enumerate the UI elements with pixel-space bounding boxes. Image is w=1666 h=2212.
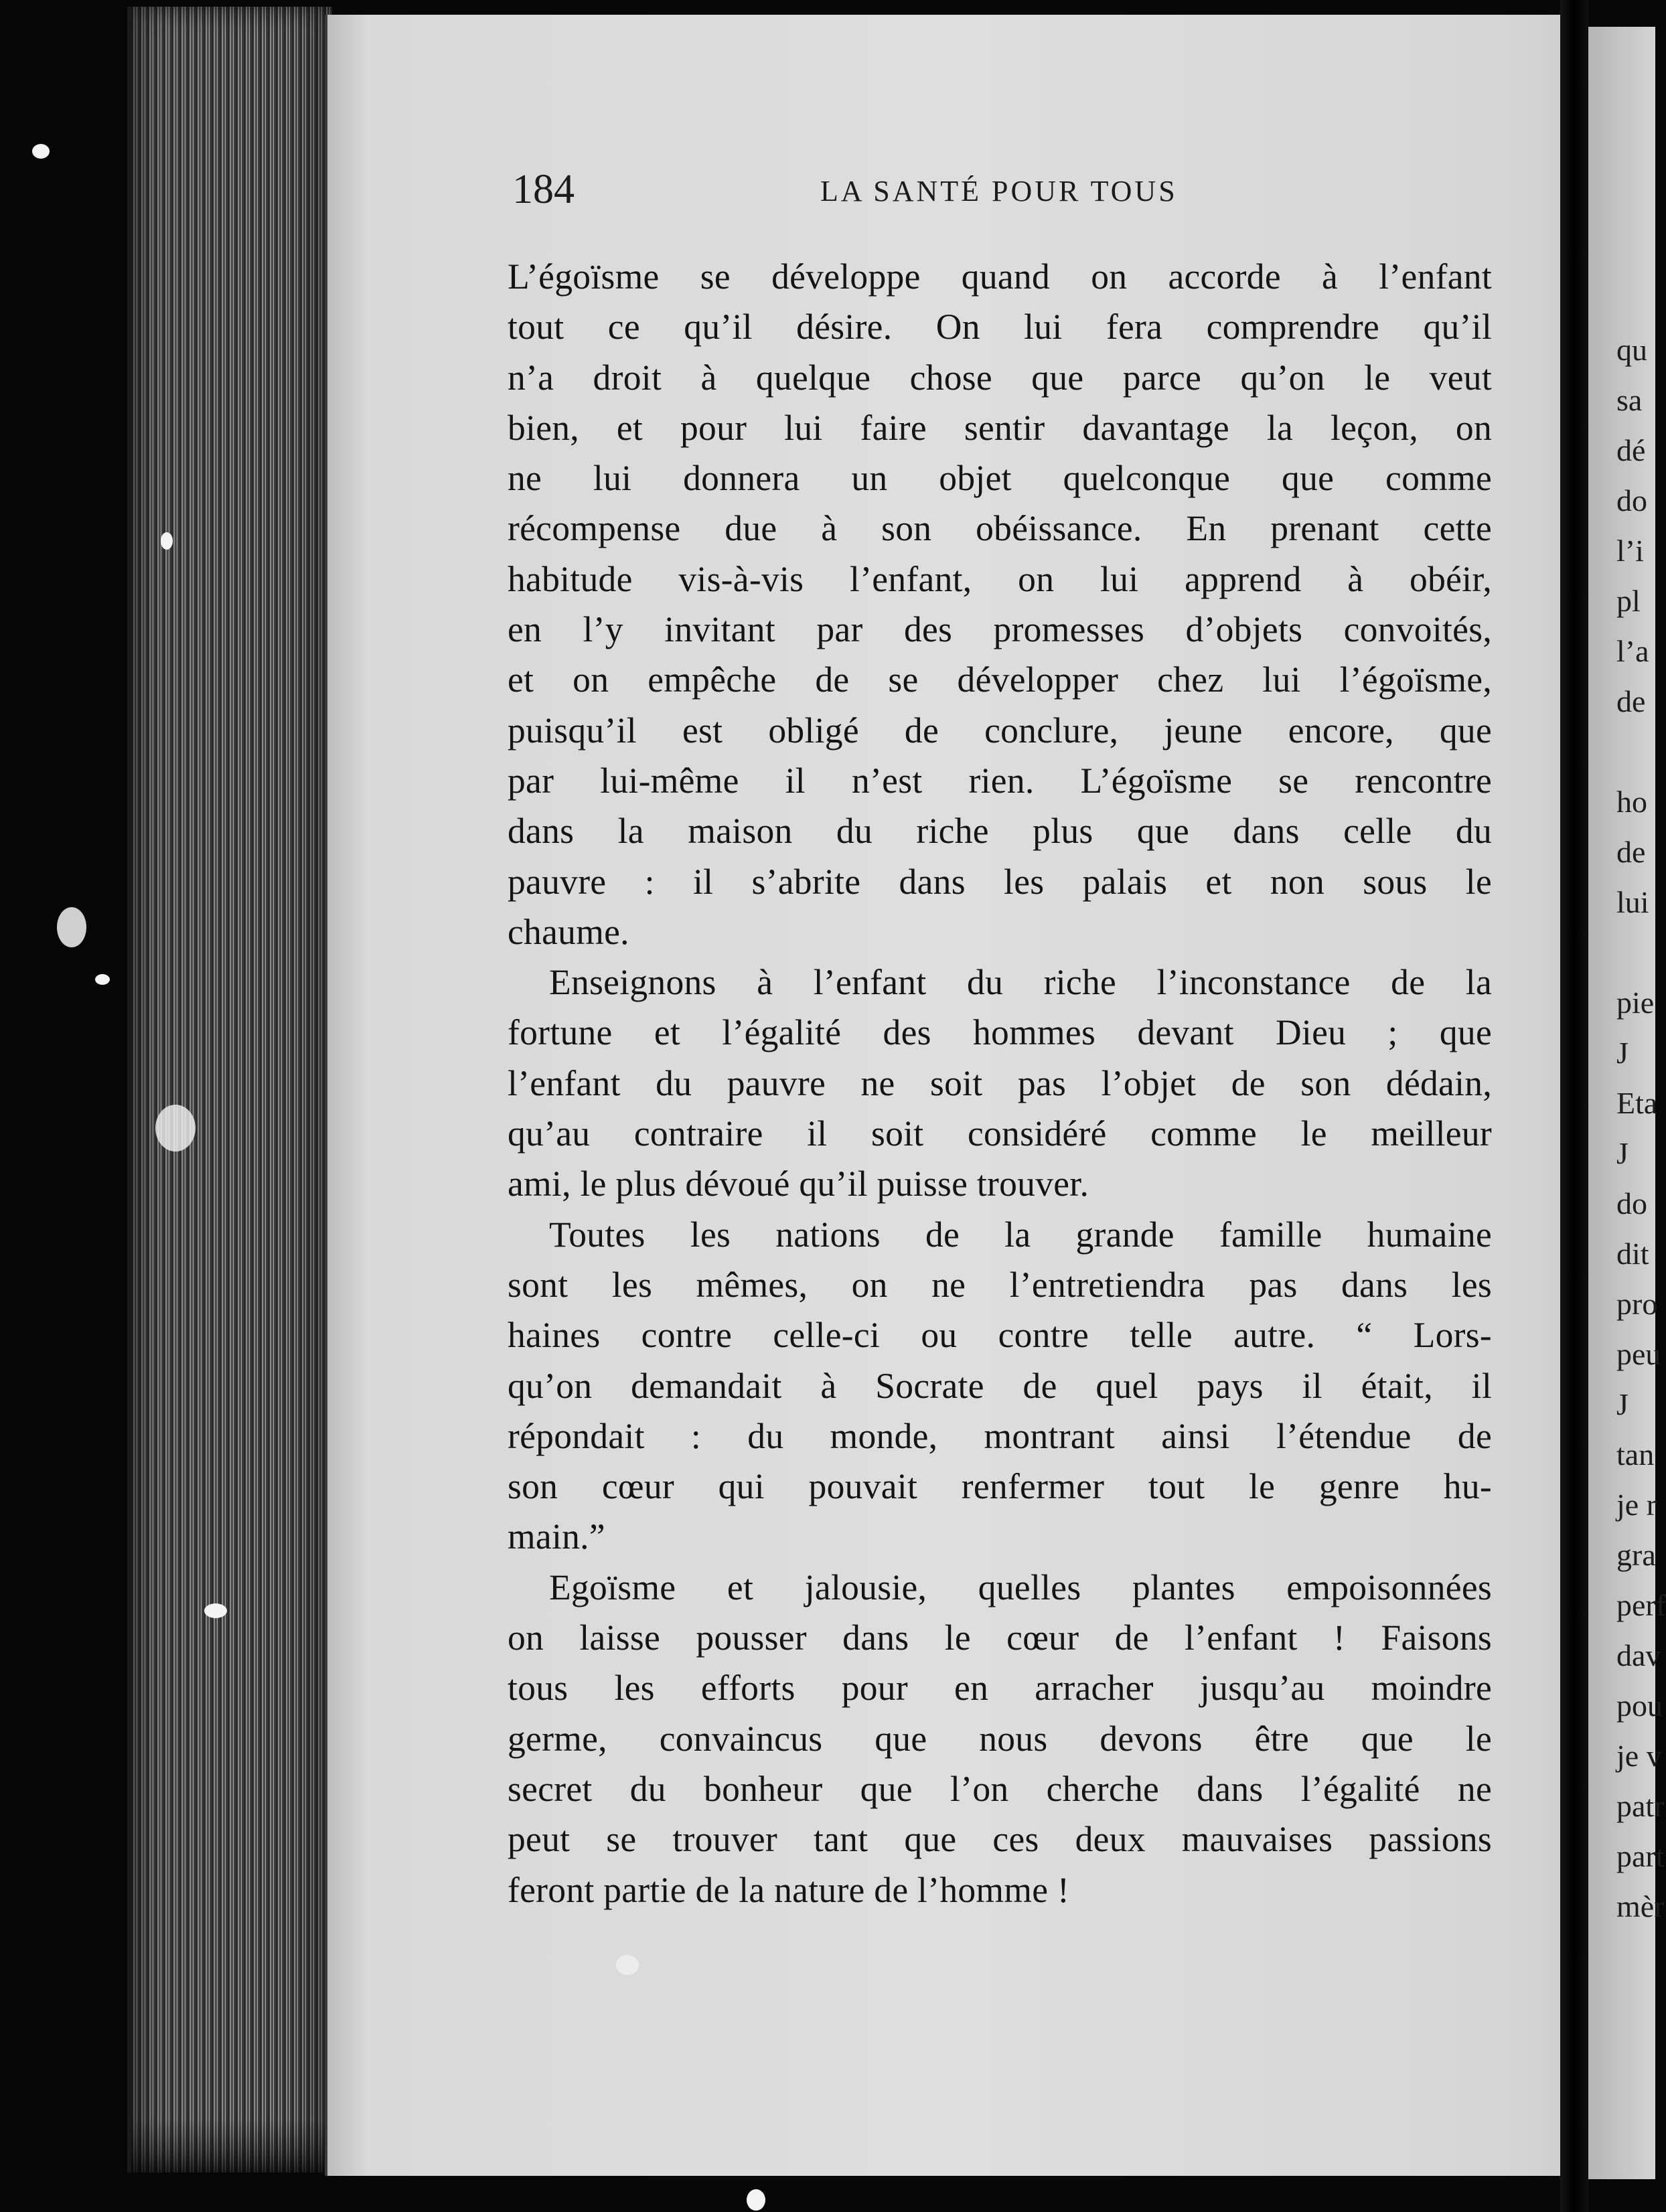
page-number: 184 <box>512 167 575 212</box>
text-line: Enseignons à l’enfant du riche l’inconstance de la <box>549 962 1492 1003</box>
facing-fragment: dit <box>1616 1237 1649 1271</box>
facing-fragment: qu <box>1616 333 1647 367</box>
facing-fragment: pl <box>1616 584 1641 618</box>
scan-speck <box>155 1105 196 1152</box>
text-line: ami, le plus dévoué qu’il puisse trouver. <box>508 1164 1089 1204</box>
scan-speck <box>95 974 110 985</box>
text-line: Egoïsme et jalousie, quelles plantes empoisonnées <box>549 1567 1492 1607</box>
text-line: main.” <box>508 1516 605 1557</box>
text-line: tout ce qu’il désire. On lui fera comprendre qu’il <box>508 307 1492 347</box>
text-line: l’enfant du pauvre ne soit pas l’objet de son dédain, <box>508 1062 1492 1103</box>
facing-fragment: lui <box>1616 885 1649 919</box>
running-title: LA SANTÉ POUR TOUS <box>820 175 1178 208</box>
facing-fragment: dav <box>1616 1638 1661 1672</box>
facing-fragment: patr <box>1616 1789 1665 1823</box>
text-line: en l’y invitant par des promesses d’objets convoités, <box>508 609 1492 650</box>
facing-fragment: gra <box>1616 1538 1656 1572</box>
facing-fragment: perf <box>1616 1588 1666 1622</box>
facing-fragment: tan <box>1616 1437 1655 1472</box>
text-line: n’a droit à quelque chose que parce qu’on le veut <box>508 357 1492 398</box>
facing-fragment: do <box>1616 1186 1647 1220</box>
text-line: Toutes les nations de la grande famille humaine <box>549 1214 1492 1255</box>
text-line: on laisse pousser dans le cœur de l’enfant ! Faisons <box>508 1617 1492 1658</box>
facing-fragment: je v <box>1616 1739 1662 1773</box>
facing-fragment: peu <box>1616 1337 1661 1371</box>
facing-fragment: de <box>1616 684 1646 718</box>
facing-fragment: pie <box>1616 985 1655 1020</box>
text-line: sont les mêmes, on ne l’entretiendra pas dans les <box>508 1264 1492 1305</box>
facing-fragment: Eta <box>1616 1086 1658 1120</box>
text-line: fortune et l’égalité des hommes devant Dieu ; que <box>508 1012 1492 1053</box>
scan-speck <box>616 1955 639 1975</box>
text-line: habitude vis-à-vis l’enfant, on lui apprend à obéir, <box>508 558 1492 599</box>
facing-fragment: l’a <box>1616 634 1649 668</box>
text-line: germe, convaincus que nous devons être que le <box>508 1718 1492 1759</box>
scan-speck <box>32 144 50 159</box>
text-line: chaume. <box>508 911 629 952</box>
facing-page <box>1588 27 1666 2179</box>
book-gutter <box>1560 0 1588 2212</box>
text-line: peut se trouver tant que ces deux mauvaises passions <box>508 1819 1492 1860</box>
text-line: tous les efforts pour en arracher jusqu’au moindre <box>508 1668 1492 1709</box>
text-line: L’égoïsme se développe quand on accorde à l’enfant <box>508 256 1492 297</box>
facing-fragment: pou <box>1616 1688 1663 1723</box>
scan-speck <box>57 907 86 947</box>
facing-fragment: part <box>1616 1839 1665 1873</box>
text-line: par lui-même il n’est rien. L’égoïsme se rencontre <box>508 760 1492 801</box>
facing-fragment: dé <box>1616 433 1646 467</box>
facing-fragment: sa <box>1616 383 1643 417</box>
facing-fragment: J <box>1616 1036 1629 1070</box>
facing-fragment: ho <box>1616 785 1647 819</box>
facing-fragment: mèr <box>1616 1889 1665 1923</box>
scan-speck <box>747 2189 765 2211</box>
running-head <box>512 166 1487 213</box>
text-line: qu’on demandait à Socrate de quel pays il était, il <box>508 1365 1492 1406</box>
text-line: bien, et pour lui faire sentir davantage la leçon, on <box>508 407 1492 448</box>
facing-fragment: l’i <box>1616 534 1644 568</box>
text-line: son cœur qui pouvait renfermer tout le genre hu- <box>508 1466 1492 1507</box>
facing-fragment: J <box>1616 1387 1629 1421</box>
text-line: feront partie de la nature de l’homme ! <box>508 1869 1070 1910</box>
scan-speck <box>204 1603 227 1618</box>
facing-fragment: do <box>1616 483 1647 518</box>
page-edges <box>127 7 332 2172</box>
text-line: ne lui donnera un objet quelconque que comme <box>508 458 1492 499</box>
text-line: récompense due à son obéissance. En prenant cette <box>508 508 1492 549</box>
body-text <box>508 252 1492 1915</box>
text-line: et on empêche de se développer chez lui l’égoïsme, <box>508 659 1492 700</box>
text-line: dans la maison du riche plus que dans celle du <box>508 811 1492 852</box>
facing-fragment: je r <box>1616 1488 1657 1522</box>
text-line: pauvre : il s’abrite dans les palais et non sous le <box>508 861 1492 902</box>
facing-fragment: J <box>1616 1136 1629 1170</box>
scan-speck <box>161 532 173 550</box>
text-line: haines contre celle-ci ou contre telle autre. “ Lors- <box>508 1315 1492 1356</box>
text-line: secret du bonheur que l’on cherche dans l’égalité ne <box>508 1768 1492 1809</box>
facing-fragment: pro <box>1616 1287 1658 1321</box>
text-line: répondait : du monde, montrant ainsi l’étendue de <box>508 1415 1492 1456</box>
text-line: qu’au contraire il soit considéré comme le meilleur <box>508 1113 1492 1154</box>
facing-fragment: de <box>1616 835 1646 869</box>
text-line: puisqu’il est obligé de conclure, jeune encore, que <box>508 710 1492 750</box>
